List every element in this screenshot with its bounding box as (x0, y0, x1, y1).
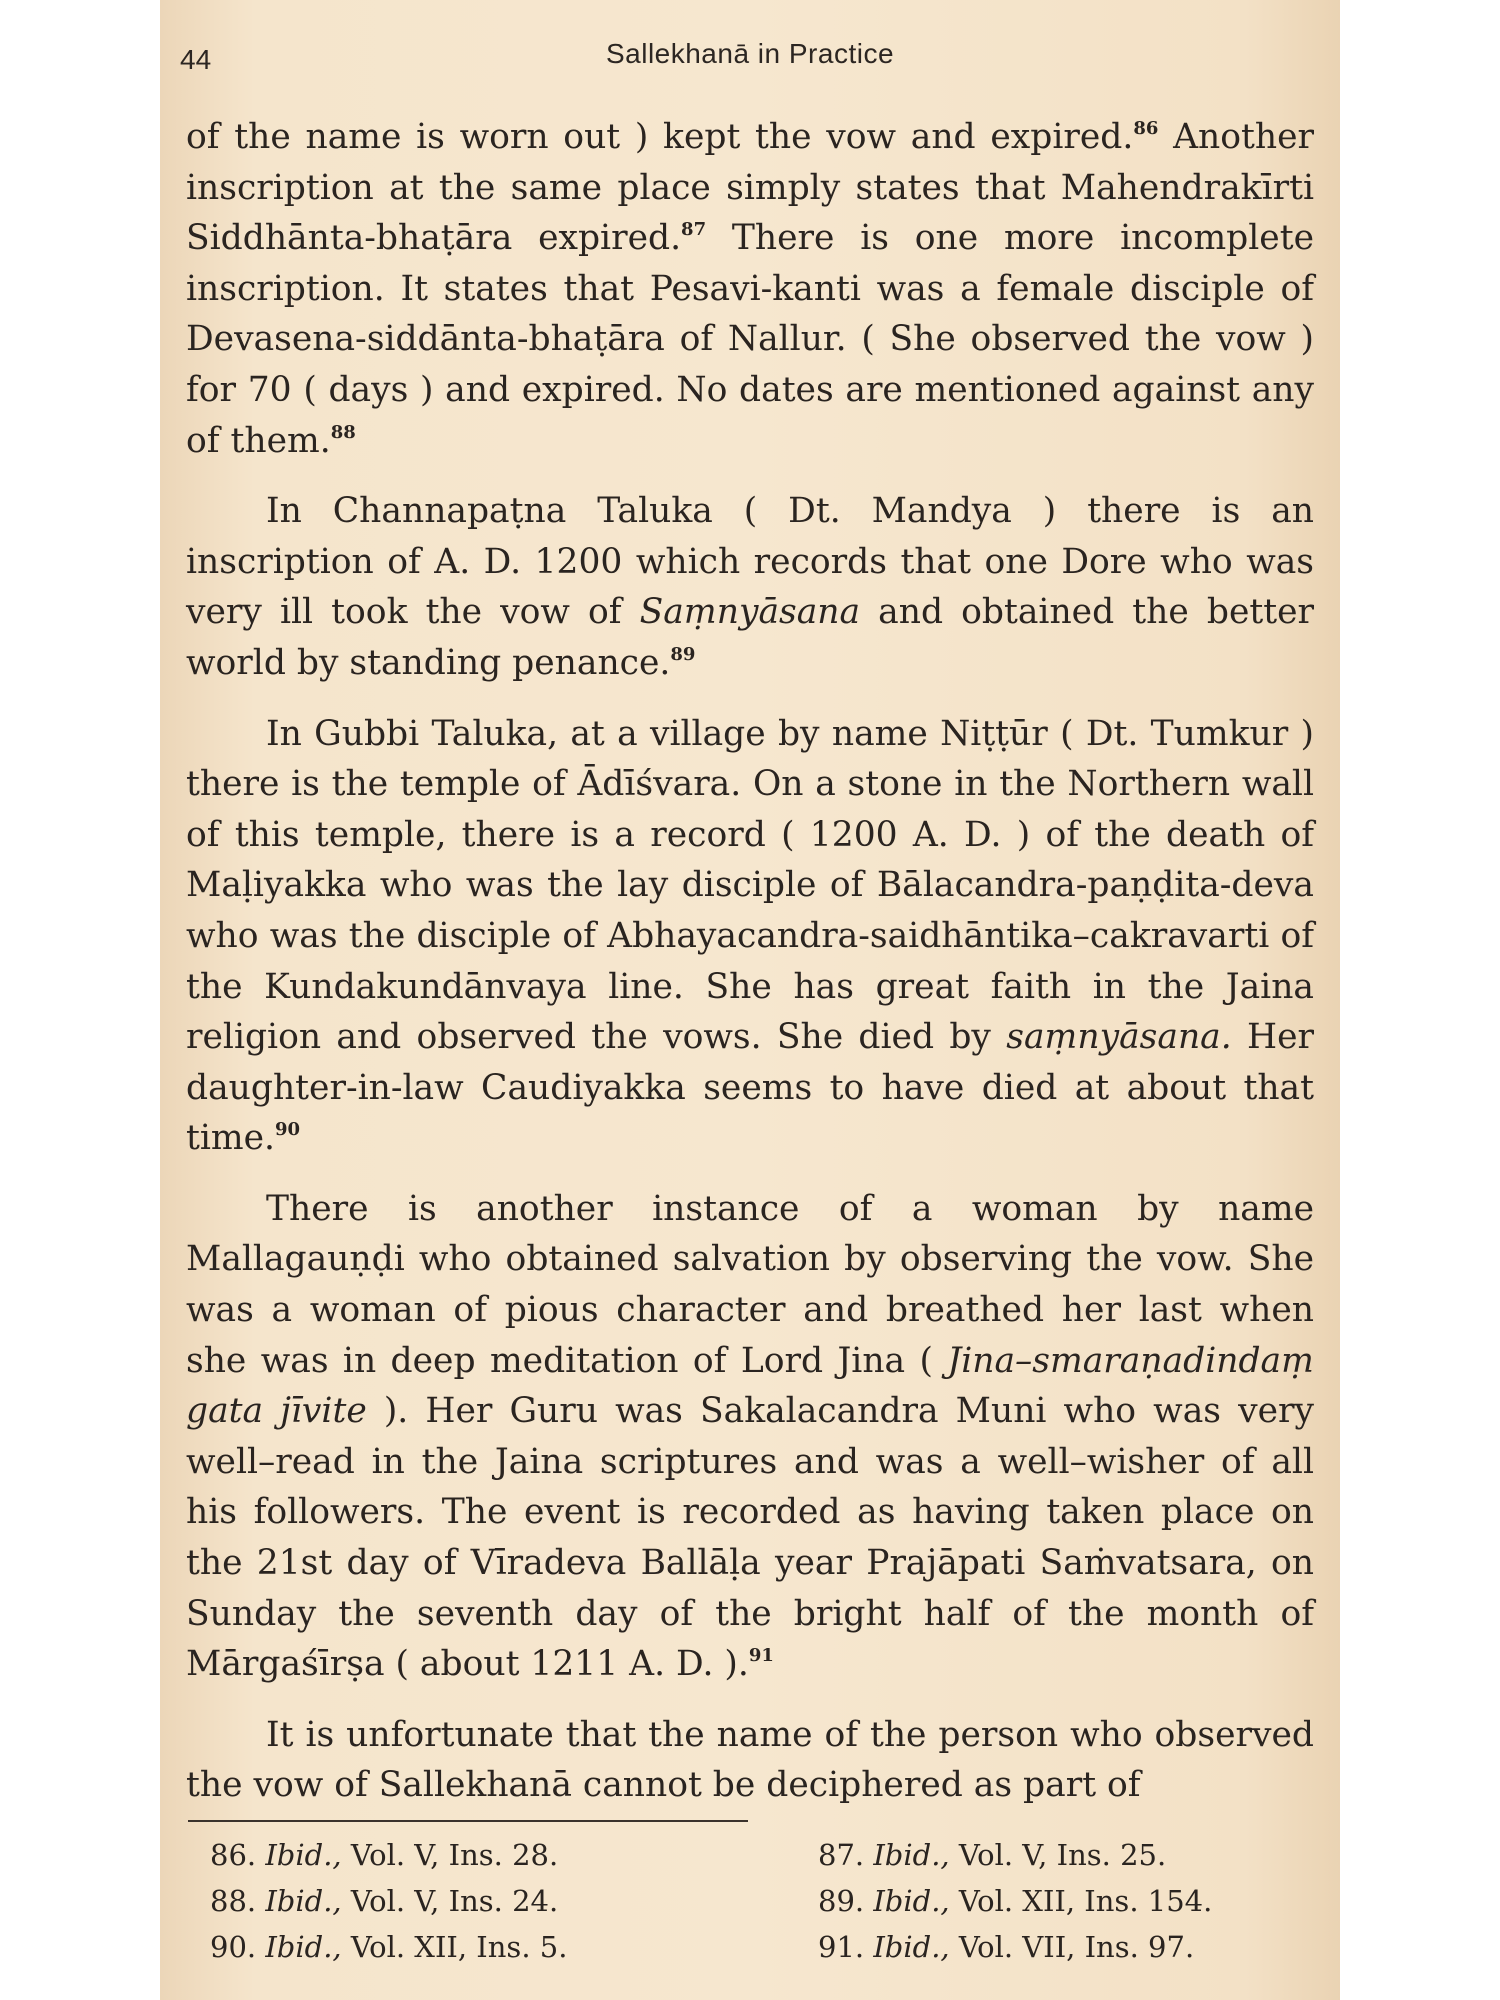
running-title: Sallekhanā in Practice (605, 38, 895, 69)
footnote (210, 1834, 818, 1876)
footnote-reference: Vol. V, Ins. 25. (949, 1838, 1167, 1872)
text-run: and obtained the better world by standing penance. (186, 592, 1314, 683)
footnote-number: 91. (818, 1930, 874, 1964)
footnote-ibid: Ibid., (873, 1838, 950, 1872)
footnote-ibid: Ibid., (265, 1838, 342, 1872)
page-number: 44 (180, 44, 212, 75)
footnote-ibid: Ibid., (873, 1930, 950, 1964)
footnote-reference: Vol. XII, Ins. 5. (341, 1930, 568, 1964)
paragraph (186, 709, 1314, 1164)
paragraph (186, 112, 1314, 466)
text-run: of the name is worn out ) kept the vow and expired. (186, 117, 1134, 157)
text-run: There is another instance of a woman by name Mallagauṇḍi who obtained salvation by observing the vow. She was a woman of pious character and breathed her last when she was in deep meditation of Lord Jina ( (186, 1188, 1314, 1381)
text-run: There is one more incomplete inscription. It states that Pesavi-kanti was a female disciple of Devasena-siddānta-bhaṭāra of Nallur. ( She observed the vow ) for 70 ( days ) and expired. No dates are mentioned against any of them. (186, 218, 1314, 461)
text-run: It is unfortunate that the name of the person who observed the vow of Sallekhanā cannot be deciphered as part of (186, 1714, 1314, 1806)
footnote (818, 1880, 1320, 1922)
italic-term: saṃnyāsana. (1006, 1017, 1232, 1058)
footnote (210, 1880, 818, 1922)
footnote-reference: Vol. XII, Ins. 154. (949, 1884, 1213, 1918)
footnote (210, 1926, 818, 1968)
paragraph (186, 486, 1314, 688)
footnote-ref[interactable]: 90 (275, 1119, 301, 1141)
footnote-ref[interactable]: 86 (1133, 118, 1159, 139)
footnote-ibid: Ibid., (873, 1884, 950, 1918)
italic-term: Jina–smaraṇadindaṃ gata jīvite (186, 1340, 1314, 1432)
footnote-ref[interactable]: 87 (681, 219, 707, 241)
footnote-number: 90. (210, 1930, 266, 1964)
footnote (818, 1834, 1320, 1876)
body-text (186, 112, 1314, 1831)
footnote (818, 1926, 1320, 1968)
footnote-number: 88. (210, 1884, 266, 1918)
footnote-reference: Vol. V, Ins. 28. (341, 1838, 559, 1872)
footnote-number: 86. (210, 1838, 266, 1872)
text-run: ). Her Guru was Sakalacandra Muni who was very well–read in the Jaina scriptures and was a well–wisher of all his followers. The event is recorded as having taken place on the 21st day of Vīradeva Ballāḷa year Prajāpati Saṁvatsara, on Sunday the seventh day of the bright half of the month of Mārgaśīrṣa ( about 1211 A. D. ). (186, 1391, 1314, 1685)
footnote-ref[interactable]: 89 (670, 643, 696, 665)
footnote-ref[interactable]: 88 (330, 421, 356, 443)
footnote-number: 89. (818, 1884, 874, 1918)
footnote-reference: Vol. VII, Ins. 97. (949, 1930, 1195, 1964)
footnote-ref[interactable]: 91 (748, 1645, 774, 1667)
paragraph (186, 1710, 1314, 1811)
footnote-divider (188, 1820, 748, 1822)
footnote-ibid: Ibid., (265, 1930, 342, 1964)
paragraph (186, 1184, 1314, 1690)
text-run: Her daughter-in-law Caudiyakka seems to have died at about that time. (186, 1017, 1314, 1159)
page-header (180, 38, 1320, 78)
footnotes (210, 1834, 1320, 1968)
footnote-reference: Vol. V, Ins. 24. (341, 1884, 559, 1918)
text-run: In Channapaṭna Taluka ( Dt. Mandya ) there is an inscription of A. D. 1200 which records that one Dore who was very ill took the vow of (186, 491, 1314, 633)
text-run: Another inscription at the same place simply states that Mahendrakīrti Siddhānta-bhaṭāra expired. (186, 117, 1314, 259)
text-run: In Gubbi Taluka, at a village by name Niṭṭūr ( Dt. Tumkur ) there is the temple of Ādīśvara. On a stone in the Northern wall of this temple, there is a record ( 1200 A. D. ) of the death of Maḷiyakka who was the lay disciple of Bālacandra-paṇḍita-deva who was the disciple of Abhayacandra-saidhāntika–cakravarti of the Kundakundānvaya line. She has great faith in the Jaina religion and observed the vows. She died by (186, 713, 1314, 1058)
footnote-ibid: Ibid., (265, 1884, 342, 1918)
italic-term: Saṃnyāsana (639, 592, 861, 633)
book-page (160, 0, 1340, 2000)
footnote-number: 87. (818, 1838, 874, 1872)
